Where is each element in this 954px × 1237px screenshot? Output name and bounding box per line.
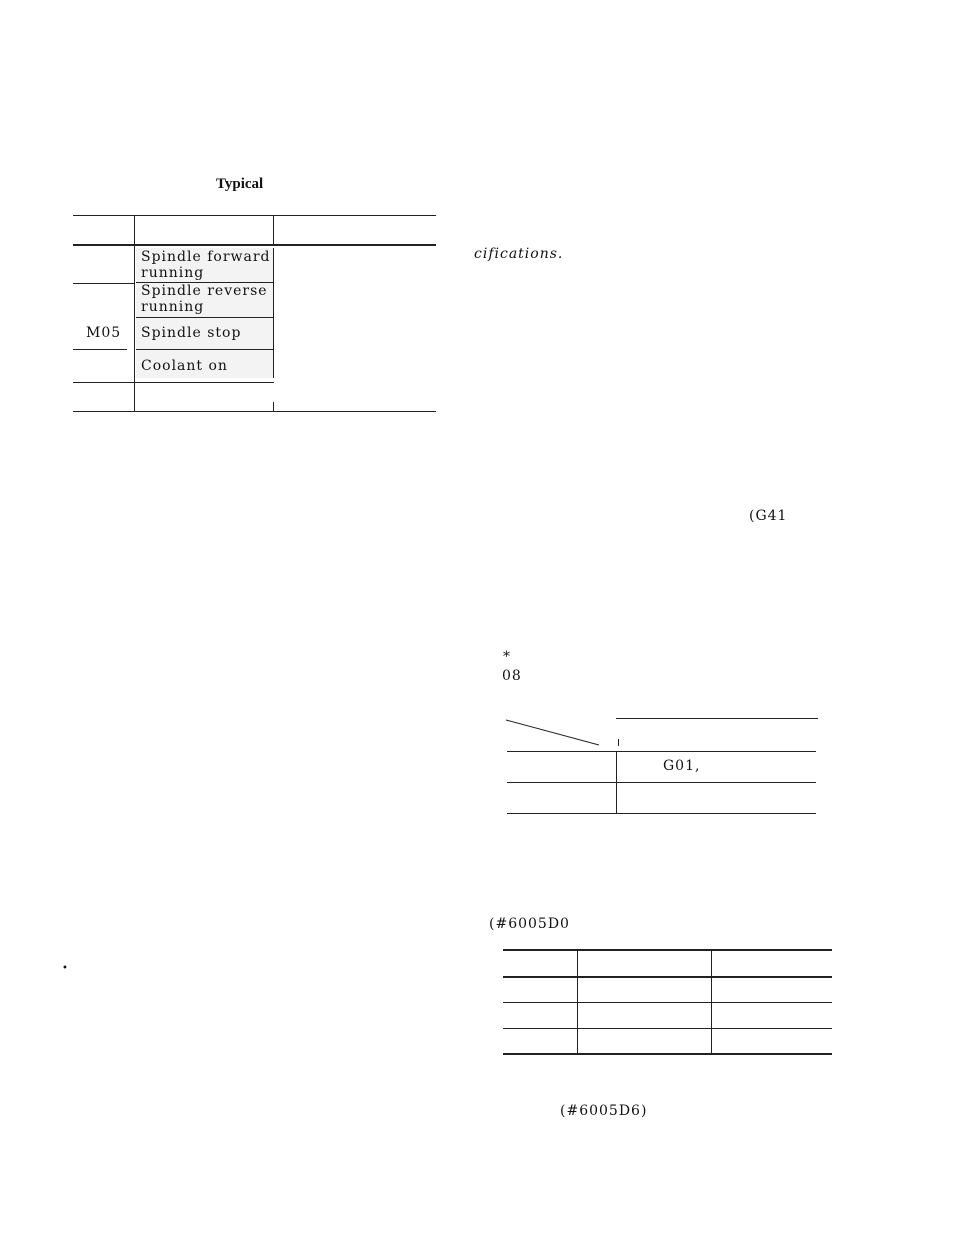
row-rule <box>136 349 273 350</box>
asterisk-mark: * <box>503 649 511 665</box>
fragment-6005d6: (#6005D6) <box>560 1103 648 1119</box>
table-header-rule <box>73 244 436 246</box>
fragment-6005d0: (#6005D0 <box>489 916 570 932</box>
column-rule <box>273 248 274 378</box>
column-rule <box>134 215 135 411</box>
stray-mark: • <box>62 963 69 974</box>
table3-row-rule <box>503 1028 832 1029</box>
row-code: M05 <box>86 325 122 341</box>
table3-column-rule <box>711 950 712 1053</box>
table2-cell-g01: G01, <box>663 758 701 774</box>
row-rule <box>136 317 273 318</box>
table3-top-rule <box>503 949 832 951</box>
table2-bottom-rule <box>507 813 816 814</box>
table-bottom-rule <box>73 411 436 412</box>
table2-column-rule <box>616 751 617 813</box>
table3-bottom-rule <box>503 1053 832 1055</box>
row-description: Spindle forward running <box>141 249 271 281</box>
row-rule <box>73 382 274 383</box>
table2-top-rule <box>616 718 818 719</box>
table3-header-rule <box>503 976 832 978</box>
left-table-caption: Typical <box>216 176 264 192</box>
column-rule <box>273 215 274 245</box>
fragment-08: 08 <box>502 668 522 684</box>
row-description: Spindle reverse running <box>141 283 268 315</box>
fragment-g41: (G41 <box>749 508 788 524</box>
row-rule <box>73 283 134 284</box>
table2-row-rule <box>507 782 816 783</box>
table2-header-tick <box>618 739 619 746</box>
diagonal-header-line <box>505 718 605 750</box>
row-description: Coolant on <box>141 358 228 374</box>
table3-row-rule <box>503 1002 832 1003</box>
fragment-specifications: cifications. <box>474 246 564 262</box>
column-rule <box>273 402 274 411</box>
table3-column-rule <box>577 950 578 1053</box>
row-description: Spindle stop <box>141 325 242 341</box>
table2-header-rule <box>507 751 816 752</box>
table-top-rule <box>73 215 436 216</box>
row-rule <box>73 349 127 350</box>
